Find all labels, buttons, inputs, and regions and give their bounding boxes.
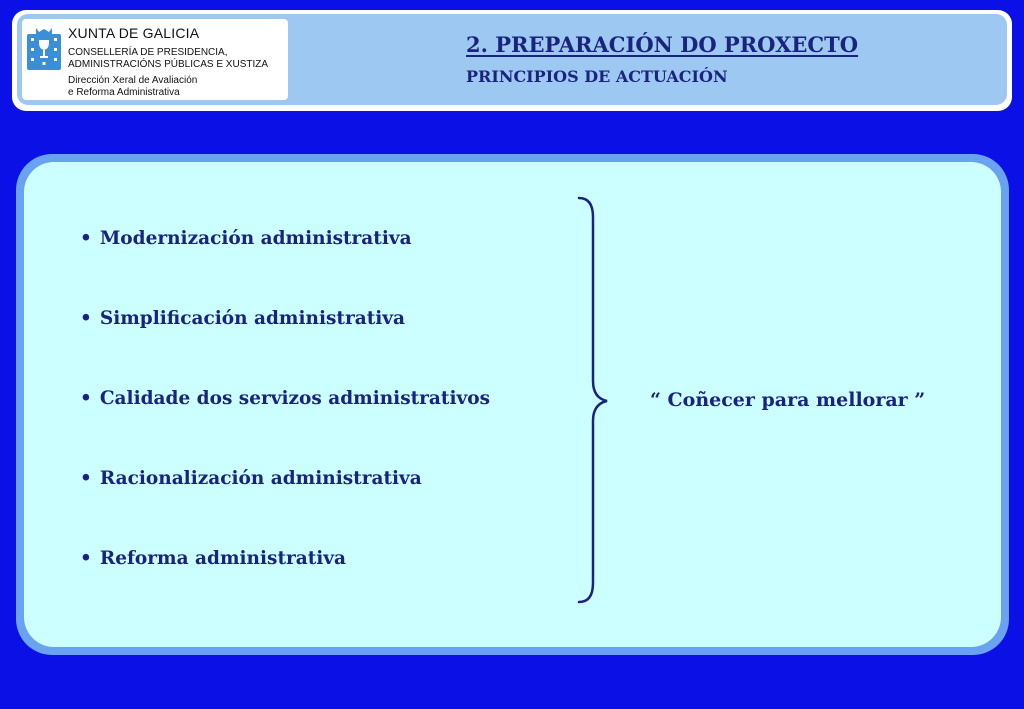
bullet-icon: • [80,548,92,569]
logo-line-1: CONSELLERÍA DE PRESIDENCIA, [68,47,228,58]
list-item-label: Modernización administrativa [99,228,412,249]
list-item-label: Racionalización administrativa [99,468,422,489]
page-title: 2. PREPARACIÓN DO PROXECTO [466,32,859,57]
list-item [80,468,422,489]
bullet-icon: • [80,228,92,249]
motto-text: “ Coñecer para mellorar ” [650,389,926,411]
bullet-icon: • [80,468,92,489]
logo-line-3: Dirección Xeral de Avaliación [68,75,198,86]
list-item-label: Calidade dos servizos administrativos [99,388,490,409]
bullet-icon: • [80,308,92,329]
logo-title: XUNTA DE GALICIA [68,25,200,41]
list-item-label: Reforma administrativa [99,548,347,569]
logo-line-2: ADMINISTRACIÓNS PÚBLICAS E XUSTIZA [68,59,269,70]
list-item [80,388,490,409]
list-item [80,308,405,329]
logo-line-4: e Reforma Administrativa [68,87,180,98]
list-item [80,548,346,569]
list-item-label: Simplificación administrativa [99,308,406,329]
right-curly-brace-icon [575,195,615,605]
galicia-coat-of-arms-icon [27,26,61,70]
list-item [80,228,412,249]
page-subtitle: PRINCIPIOS DE ACTUACIÓN [466,67,728,86]
bullet-icon: • [80,388,92,409]
